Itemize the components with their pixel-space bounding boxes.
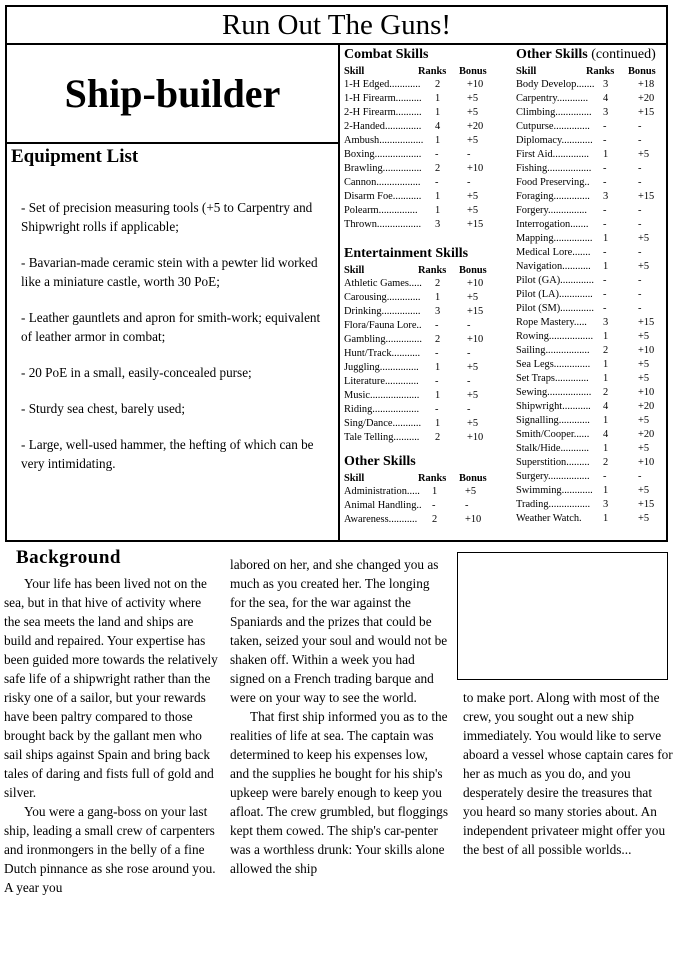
skill-row: [516, 302, 666, 316]
skill-row: [516, 428, 666, 442]
skill-row: [516, 92, 666, 106]
skill-name: Drinking...............: [344, 306, 421, 317]
skill-bonus: -: [638, 303, 642, 314]
skill-name: Athletic Games.....: [344, 278, 422, 289]
skill-row: [516, 176, 666, 190]
skill-bonus: +5: [467, 390, 479, 401]
skill-row: [516, 330, 666, 344]
skill-row: [344, 389, 508, 403]
other-skills-continued-table: [516, 65, 666, 526]
skill-row: [344, 148, 508, 162]
skill-bonus: +10: [467, 79, 484, 90]
column-header: Bonus: [459, 66, 487, 77]
skill-bonus: +5: [638, 443, 650, 454]
skill-ranks: 1: [435, 93, 441, 104]
skill-ranks: 2: [435, 334, 441, 345]
skill-name: Pilot (GA).............: [516, 275, 594, 286]
skill-name: Surgery................: [516, 471, 590, 482]
background-paragraph: That first ship informed you as to the realities of life at sea. The captain was determined to keep his expenses low, and the supplies he bought for his ship's upkeep were barely enough to keep you afloat. The crew grumbled, but floggings kept them cowed. The ship's car-penter was a worthless drunk: Your skills alone allowed the ship: [230, 709, 448, 876]
skill-row: [516, 512, 666, 526]
skill-ranks: 1: [435, 191, 441, 202]
skill-ranks: 1: [435, 292, 441, 303]
skill-bonus: +5: [467, 362, 479, 373]
skill-name: Sewing.................: [516, 387, 592, 398]
skill-ranks: 4: [435, 121, 441, 132]
skill-ranks: -: [435, 149, 439, 160]
skill-row: [516, 162, 666, 176]
equipment-item: - Bavarian-made ceramic stein with a pewter lid worked like a miniature castle, worth 30 PoE;: [21, 255, 318, 289]
skill-ranks: 1: [603, 149, 609, 160]
skill-ranks: -: [603, 303, 607, 314]
skill-ranks: 1: [435, 418, 441, 429]
skill-bonus: -: [638, 471, 642, 482]
column-header: Ranks: [418, 66, 447, 77]
skill-name: Riding..................: [344, 404, 420, 415]
skill-row: [516, 414, 666, 428]
skill-name: Superstition.........: [516, 457, 590, 468]
skill-ranks: 3: [603, 191, 609, 202]
skill-row: [344, 120, 508, 134]
skill-name: Pilot (SM).............: [516, 303, 594, 314]
skill-bonus: -: [467, 348, 471, 359]
skill-ranks: 2: [435, 163, 441, 174]
skill-ranks: 2: [432, 514, 438, 525]
equipment-title: Equipment List: [11, 146, 139, 167]
skill-row: [516, 456, 666, 470]
skill-ranks: 1: [603, 261, 609, 272]
skill-row: [516, 148, 666, 162]
skill-row: [344, 375, 508, 389]
skill-row: [344, 162, 508, 176]
skill-ranks: 1: [603, 331, 609, 342]
skill-ranks: 1: [435, 362, 441, 373]
background-column-3: [463, 688, 673, 859]
skill-row: [344, 204, 508, 218]
skill-row: [344, 431, 508, 445]
skill-name: Boxing..................: [344, 149, 422, 160]
skill-bonus: +5: [467, 135, 479, 146]
skill-row: [516, 120, 666, 134]
skill-bonus: -: [638, 289, 642, 300]
skill-bonus: -: [638, 121, 642, 132]
skill-row: [516, 246, 666, 260]
skill-name: Swimming............: [516, 485, 593, 496]
skill-ranks: 1: [435, 205, 441, 216]
combat-skills-title: Combat Skills: [344, 47, 429, 62]
skill-name: Sing/Dance...........: [344, 418, 422, 429]
sheet-title: Ship-builder: [64, 71, 281, 116]
skill-ranks: 3: [603, 499, 609, 510]
other-skills-title: Other Skills: [344, 454, 416, 469]
background-paragraph: labored on her, and she changed you as much as you created her. The longing for the sea, for the war against the Spaniards and the prizes that could be taken, seized your soul and would not be shaken off. Within a week you had signed on a French trading barque and were on your way to see the world.: [230, 557, 448, 705]
skill-name: Rope Mastery.....: [516, 317, 587, 328]
skill-row: [516, 498, 666, 512]
column-header: Ranks: [418, 473, 447, 484]
skill-bonus: -: [638, 163, 642, 174]
skill-bonus: -: [638, 135, 642, 146]
skill-name: 1-H Firearm..........: [344, 93, 422, 104]
skill-ranks: -: [603, 163, 607, 174]
equipment-item: - Set of precision measuring tools (+5 to Carpentry and Shipwright rolls if applicable;: [21, 200, 313, 234]
skill-ranks: -: [435, 376, 439, 387]
skill-bonus: +10: [638, 387, 655, 398]
column-header: Skill: [344, 265, 365, 276]
skill-row: [516, 470, 666, 484]
skill-name: Medical Lore.......: [516, 247, 591, 258]
skill-bonus: +10: [467, 334, 484, 345]
skill-bonus: -: [638, 205, 642, 216]
skill-ranks: -: [603, 177, 607, 188]
column-header: Ranks: [586, 66, 615, 77]
skill-name: Weather Watch.: [516, 513, 582, 524]
skill-bonus: +5: [467, 191, 479, 202]
skill-row: [516, 344, 666, 358]
skill-row: [344, 92, 508, 106]
skill-row: [344, 305, 508, 319]
skill-row: [344, 485, 508, 499]
skill-ranks: -: [603, 275, 607, 286]
skill-name: Fishing.................: [516, 163, 592, 174]
skill-ranks: 1: [603, 513, 609, 524]
skill-name: Forgery...............: [516, 205, 587, 216]
skill-row: [516, 218, 666, 232]
skill-bonus: +20: [638, 93, 655, 104]
skill-ranks: -: [603, 219, 607, 230]
column-header: Skill: [344, 473, 365, 484]
other-skills-table: [344, 472, 508, 527]
skill-name: Food Preserving..: [516, 177, 590, 188]
skill-name: Music...................: [344, 390, 420, 401]
skill-name: Ambush.................: [344, 135, 424, 146]
column-header: Bonus: [628, 66, 656, 77]
skill-bonus: -: [638, 219, 642, 230]
skill-row: [344, 403, 508, 417]
skill-bonus: +5: [638, 373, 650, 384]
equipment-item: - Large, well-used hammer, the hefting of which can be very intimidating.: [21, 437, 314, 471]
skill-name: Tale Telling..........: [344, 432, 420, 443]
other-skills-continued-title: [516, 47, 656, 63]
skill-row: [516, 484, 666, 498]
background-paragraph: Your life has been lived not on the sea, but in that hive of activity where the sea meets the land and ships are build and repaired. Your expertise has been guided more towards the relatively safe life of a shipwright rather than the risky one of a sailor, but your rewards have been paltry compared to those brought back by the gallant men who sail ships against Spain and bring back tales of daring and fists full of gold and silver.: [4, 576, 218, 800]
skill-ranks: 1: [603, 485, 609, 496]
skill-row: [516, 386, 666, 400]
skill-ranks: 2: [603, 387, 609, 398]
skill-bonus: -: [467, 177, 471, 188]
skill-bonus: +5: [467, 205, 479, 216]
skill-ranks: 2: [435, 278, 441, 289]
skill-bonus: -: [638, 275, 642, 286]
skill-row: [516, 400, 666, 414]
skill-ranks: -: [603, 289, 607, 300]
skill-name: Flora/Fauna Lore..: [344, 320, 422, 331]
background-column-1: [4, 574, 218, 897]
skill-bonus: +15: [638, 499, 655, 510]
skill-name: Polearm...............: [344, 205, 418, 216]
skill-row: [344, 347, 508, 361]
skill-ranks: -: [603, 205, 607, 216]
skill-name: Hunt/Track...........: [344, 348, 421, 359]
skill-bonus: +5: [638, 233, 650, 244]
column-header: Skill: [344, 66, 365, 77]
skill-name: Carousing.............: [344, 292, 421, 303]
background-paragraph: You were a gang-boss on your last ship, leading a small crew of carpenters and ironmongers in the belly of a fine Dutch pinnance as she rose around you. A year you: [4, 804, 216, 895]
skill-bonus: +15: [467, 219, 484, 230]
column-header: Bonus: [459, 473, 487, 484]
skill-row: [516, 134, 666, 148]
background-title: Background: [16, 547, 121, 568]
skill-name: Administration.....: [344, 486, 420, 497]
skill-row: [344, 361, 508, 375]
skill-name: Animal Handling..: [344, 500, 422, 511]
skill-row: [516, 232, 666, 246]
skill-name: Pilot (LA).............: [516, 289, 593, 300]
skill-ranks: -: [603, 135, 607, 146]
skill-ranks: -: [603, 121, 607, 132]
skill-bonus: +5: [467, 107, 479, 118]
skill-bonus: +15: [467, 306, 484, 317]
combat-skills-table: [344, 65, 508, 232]
skill-bonus: +5: [638, 513, 650, 524]
skill-ranks: 2: [435, 79, 441, 90]
skill-ranks: 1: [435, 390, 441, 401]
skill-name: Set Traps.............: [516, 373, 589, 384]
skill-ranks: -: [435, 348, 439, 359]
skill-bonus: +10: [465, 514, 482, 525]
skill-bonus: +20: [467, 121, 484, 132]
skill-name: Signalling............: [516, 415, 590, 426]
skill-name: Disarm Foe...........: [344, 191, 422, 202]
skill-bonus: +18: [638, 79, 655, 90]
skill-name: Foraging..............: [516, 191, 590, 202]
skill-name: Climbing..............: [516, 107, 592, 118]
skill-row: [344, 291, 508, 305]
skill-ranks: 3: [603, 107, 609, 118]
skill-name: 2-H Firearm..........: [344, 107, 422, 118]
skill-row: [516, 260, 666, 274]
skill-row: [516, 190, 666, 204]
skill-bonus: +5: [638, 261, 650, 272]
skill-ranks: 1: [603, 415, 609, 426]
skill-table-header: [344, 264, 508, 277]
skill-bonus: +15: [638, 317, 655, 328]
other-skills-continued-suffix: (continued): [591, 47, 656, 62]
skill-bonus: +5: [638, 485, 650, 496]
skill-row: [344, 78, 508, 92]
skill-bonus: -: [467, 320, 471, 331]
skill-ranks: 2: [435, 432, 441, 443]
skill-ranks: 1: [435, 107, 441, 118]
skill-row: [516, 372, 666, 386]
skill-row: [516, 442, 666, 456]
skill-bonus: +10: [638, 345, 655, 356]
skill-name: Sea Legs..............: [516, 359, 591, 370]
column-header: Skill: [516, 66, 537, 77]
portrait-box: [457, 552, 668, 680]
skill-name: Juggling...............: [344, 362, 419, 373]
skill-name: Literature.............: [344, 376, 419, 387]
skill-ranks: -: [435, 404, 439, 415]
skill-ranks: 4: [603, 429, 609, 440]
skill-ranks: 1: [603, 233, 609, 244]
skill-row: [344, 106, 508, 120]
skill-row: [516, 274, 666, 288]
skill-row: [516, 358, 666, 372]
skill-name: Cutpurse..............: [516, 121, 590, 132]
skill-row: [344, 218, 508, 232]
skill-name: Mapping...............: [516, 233, 593, 244]
skill-row: [344, 190, 508, 204]
skill-name: Cannon.................: [344, 177, 421, 188]
skill-row: [516, 204, 666, 218]
skill-bonus: +5: [467, 292, 479, 303]
skill-bonus: +5: [465, 486, 477, 497]
skill-ranks: 3: [435, 306, 441, 317]
skill-ranks: -: [435, 177, 439, 188]
equipment-item: - Sturdy sea chest, barely used;: [21, 401, 186, 416]
skill-bonus: -: [467, 376, 471, 387]
skill-row: [344, 333, 508, 347]
column-header: Bonus: [459, 265, 487, 276]
skill-bonus: +5: [467, 93, 479, 104]
skill-ranks: 1: [432, 486, 438, 497]
skill-name: 1-H Edged............: [344, 79, 421, 90]
background-column-2: [230, 555, 448, 878]
background-paragraph: to make port. Along with most of the crew, you sought out a new ship immediately. You would like to serve aboard a vessel whose captain cares for her as much as you do, and you desperately desire the treasures that you heard so many stories about. An independent privateer might offer you the best of all possible worlds...: [463, 690, 673, 857]
skill-bonus: +20: [638, 401, 655, 412]
skill-name: Carpentry............: [516, 93, 589, 104]
skill-bonus: +15: [638, 107, 655, 118]
skill-ranks: 3: [435, 219, 441, 230]
entertainment-skills-table: [344, 264, 508, 445]
skill-bonus: +10: [467, 278, 484, 289]
equipment-item: - Leather gauntlets and apron for smith-work; equivalent of leather armor in combat;: [21, 310, 321, 344]
skill-bonus: +5: [638, 359, 650, 370]
skill-ranks: 4: [603, 93, 609, 104]
skill-bonus: +10: [467, 163, 484, 174]
other-skills-continued-title-main: Other Skills: [516, 47, 588, 62]
skill-name: Shipwright...........: [516, 401, 591, 412]
skill-row: [516, 78, 666, 92]
skill-name: 2-Handed..............: [344, 121, 422, 132]
skill-name: Trading................: [516, 499, 591, 510]
skill-bonus: +15: [638, 191, 655, 202]
skill-table-header: [516, 65, 666, 78]
skill-bonus: -: [638, 177, 642, 188]
skill-bonus: +5: [638, 331, 650, 342]
skill-ranks: 1: [435, 135, 441, 146]
page-title: Run Out The Guns!: [5, 5, 668, 45]
skill-bonus: +5: [638, 149, 650, 160]
skill-ranks: -: [603, 247, 607, 258]
skill-ranks: 2: [603, 345, 609, 356]
skill-bonus: +5: [467, 418, 479, 429]
skill-row: [344, 513, 508, 527]
skill-bonus: +10: [638, 457, 655, 468]
skill-name: Awareness...........: [344, 514, 418, 525]
skill-row: [516, 316, 666, 330]
skill-name: Diplomacy............: [516, 135, 593, 146]
skill-ranks: 1: [603, 373, 609, 384]
skill-row: [344, 417, 508, 431]
skill-bonus: -: [465, 500, 469, 511]
skill-row: [344, 134, 508, 148]
skill-ranks: 4: [603, 401, 609, 412]
skill-ranks: 3: [603, 79, 609, 90]
skill-name: Body Develop.......: [516, 79, 595, 90]
skill-name: Rowing.................: [516, 331, 594, 342]
skill-row: [344, 277, 508, 291]
skill-ranks: 1: [603, 359, 609, 370]
skill-bonus: +5: [638, 415, 650, 426]
skill-name: Stalk/Hide...........: [516, 443, 590, 454]
equipment-item: - 20 PoE in a small, easily-concealed purse;: [21, 365, 252, 380]
skill-row: [344, 319, 508, 333]
skill-table-header: [344, 65, 508, 78]
skill-row: [344, 176, 508, 190]
skill-row: [344, 499, 508, 513]
skill-ranks: -: [432, 500, 436, 511]
skill-bonus: -: [467, 149, 471, 160]
equipment-list: [21, 198, 326, 490]
skill-bonus: -: [638, 247, 642, 258]
skill-ranks: 2: [603, 457, 609, 468]
skill-ranks: -: [603, 471, 607, 482]
skill-row: [516, 288, 666, 302]
skill-name: Smith/Cooper......: [516, 429, 590, 440]
entertainment-skills-title: Entertainment Skills: [344, 246, 469, 261]
column-header: Ranks: [418, 265, 447, 276]
skill-ranks: 3: [603, 317, 609, 328]
skill-name: Thrown.................: [344, 219, 422, 230]
skill-bonus: +20: [638, 429, 655, 440]
skill-name: Gambling..............: [344, 334, 422, 345]
skill-bonus: -: [467, 404, 471, 415]
skill-table-header: [344, 472, 508, 485]
skill-ranks: 1: [603, 443, 609, 454]
skill-name: Sailing.................: [516, 345, 590, 356]
skill-ranks: -: [435, 320, 439, 331]
skill-name: First Aid..............: [516, 149, 590, 160]
skill-name: Navigation...........: [516, 261, 591, 272]
skill-name: Interrogation.......: [516, 219, 589, 230]
skill-bonus: +10: [467, 432, 484, 443]
skill-name: Brawling...............: [344, 163, 422, 174]
skill-row: [516, 106, 666, 120]
